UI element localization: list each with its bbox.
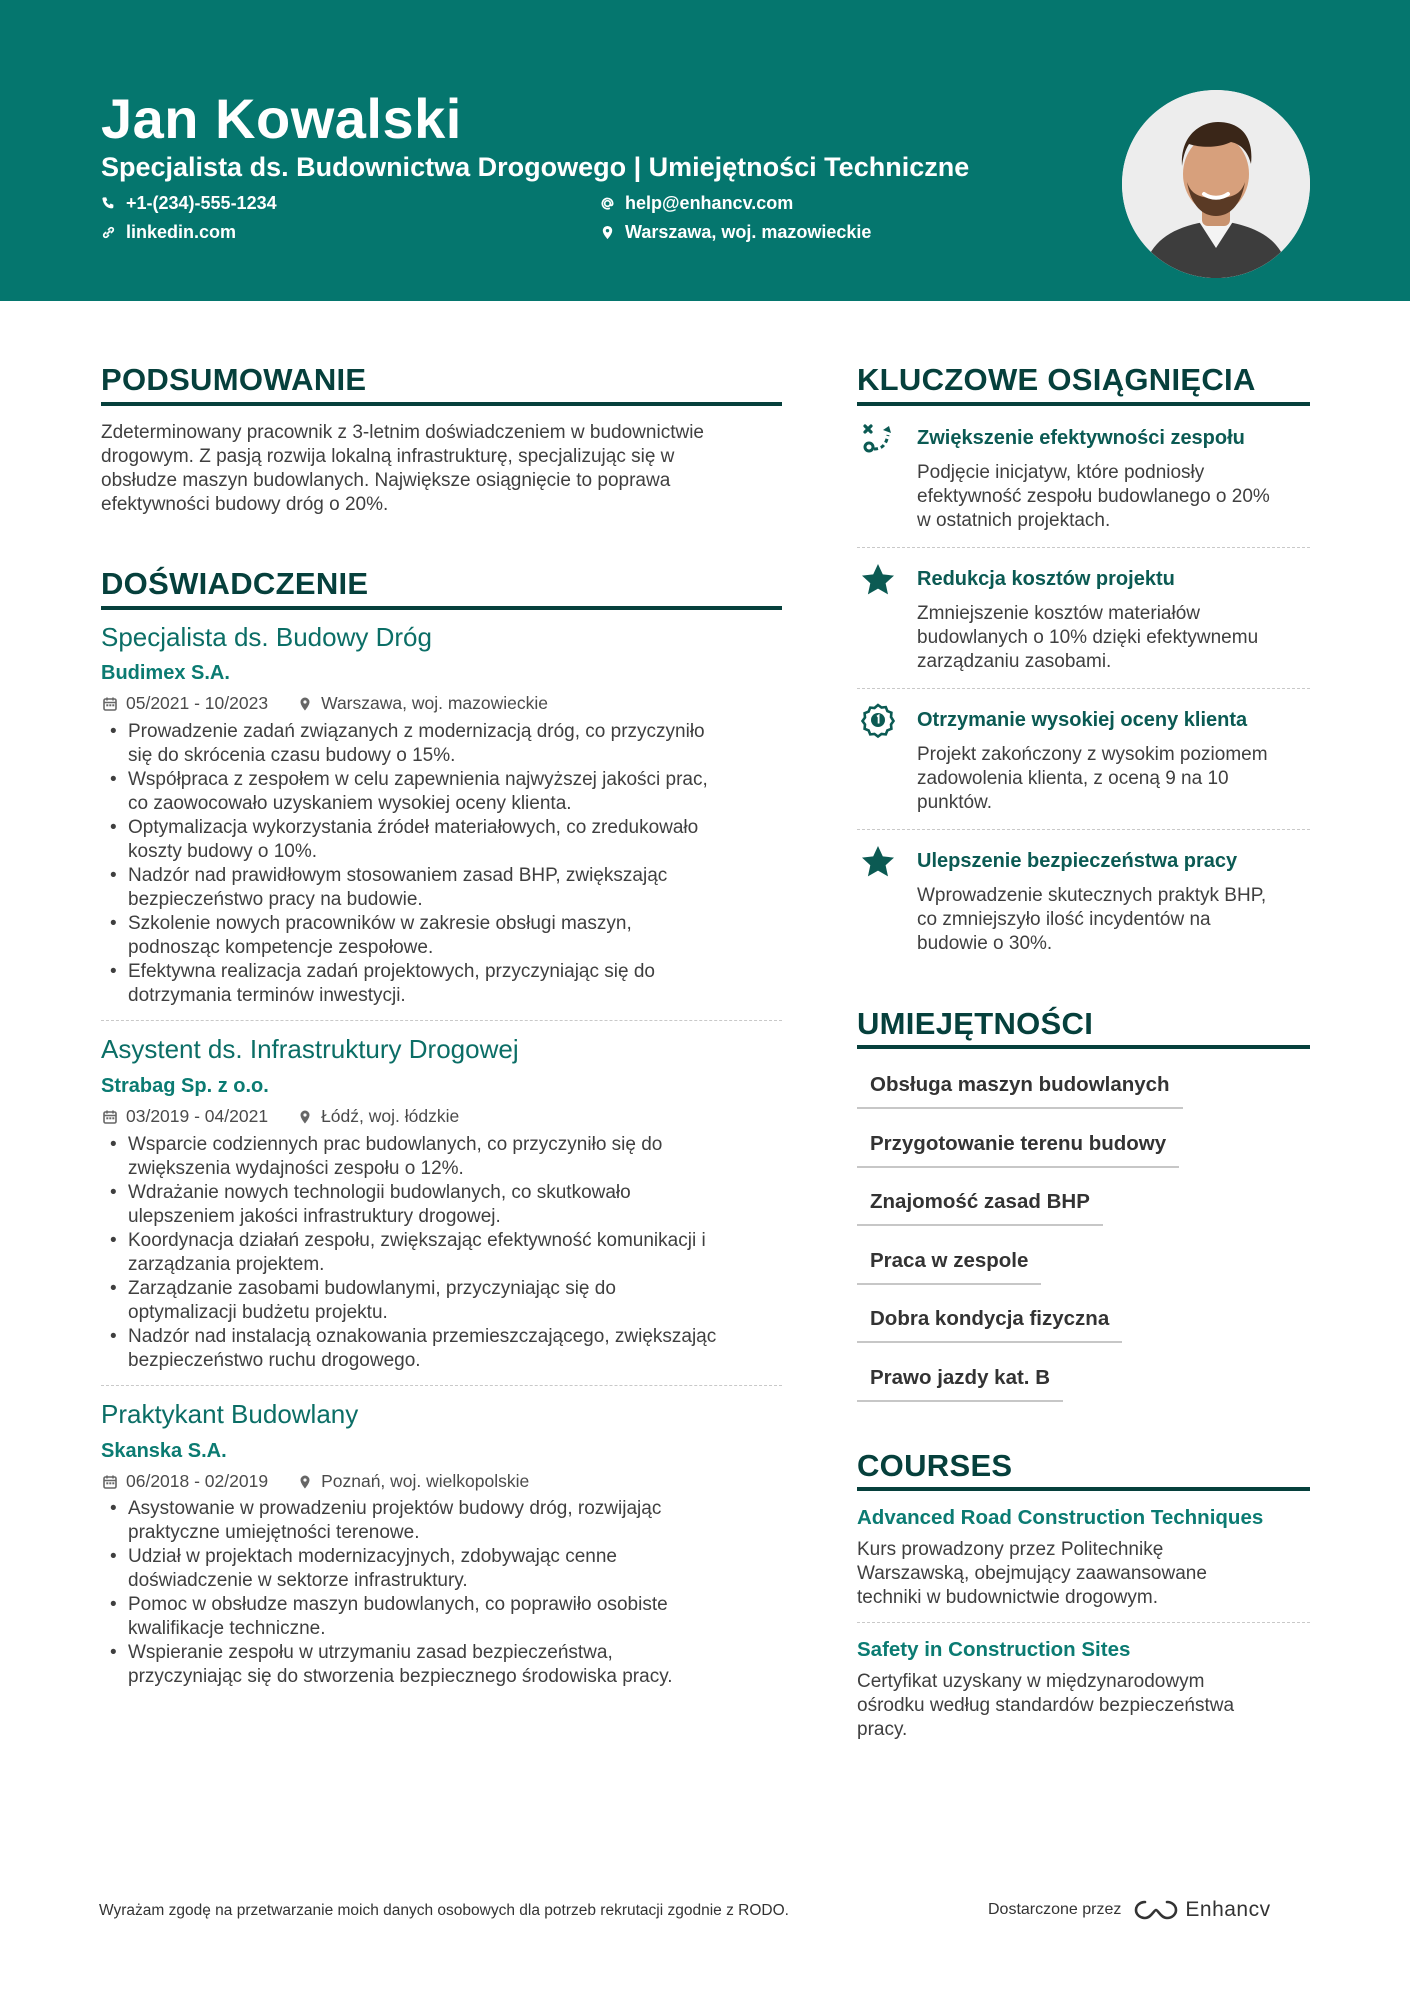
enhancv-logo xyxy=(1133,1898,1270,1922)
list-item: • Współpraca z zespołem w celu zapewnienia najwyższej jakości prac, co zaowocowało uzyskaniem wysokiej oceny klienta. xyxy=(101,768,791,816)
summary-line: Zdeterminowany pracownik z 3-letnim doświadczeniem w budownictwie xyxy=(101,422,704,443)
job-title: Specjalista ds. Budowy Dróg xyxy=(101,622,432,652)
strategy-icon xyxy=(860,421,896,457)
job-bullets xyxy=(101,1133,801,1373)
course-description: Certyfikat uzyskany w międzynarodowym ośrodku według standardów bezpieczeństwa pracy. xyxy=(857,1671,1235,1740)
achievements-heading: KLUCZOWE OSIĄGNIĘCIA xyxy=(857,362,1256,397)
gdpr-consent: Wyrażam zgodę na przetwarzanie moich danych osobowych dla potrzeb rekrutacji zgodnie z RODO. xyxy=(99,1902,789,1919)
experience-heading: DOŚWIADCZENIE xyxy=(101,566,369,601)
course-separator xyxy=(857,1622,1310,1623)
summary-text xyxy=(101,421,791,517)
email-text: help@enhancv.com xyxy=(625,193,794,213)
company-name: Skanska S.A. xyxy=(101,1440,227,1462)
location-pin-icon xyxy=(600,225,615,240)
list-item: • Efektywna realizacja zadań projektowych, przyczyniając się do dotrzymania terminów inwestycji. xyxy=(101,960,791,1008)
summary-line: efektywności budowy dróg o 20%. xyxy=(101,494,389,515)
job-meta xyxy=(103,693,548,714)
email-contact[interactable] xyxy=(600,193,793,214)
powered-by[interactable] xyxy=(988,1898,1271,1922)
summary-line: obsłudze maszyn budowlanych. Największe osiągnięcie to poprawa xyxy=(101,470,671,491)
star-icon xyxy=(860,562,896,598)
list-item: • Wsparcie codziennych prac budowlanych, co przyczyniło się do zwiększenia wydajności zespołu o 12%. xyxy=(101,1133,801,1181)
achievements-divider xyxy=(857,402,1310,406)
course-title: Safety in Construction Sites xyxy=(857,1638,1131,1661)
job-bullets xyxy=(101,720,791,1008)
location-contact xyxy=(600,222,871,243)
resume-header xyxy=(0,0,1410,301)
achievement-description: Projekt zakończony z wysokim poziomem zadowolenia klienta, z oceną 9 na 10 punktów. xyxy=(917,744,1268,813)
calendar-icon xyxy=(103,697,117,711)
achievement-separator xyxy=(857,547,1310,548)
list-item: • Nadzór nad instalacją oznakowania przemieszczającego, zwiększając bezpieczeństwo ruchu drogowego. xyxy=(101,1325,801,1373)
profile-photo xyxy=(1122,90,1310,278)
skill-tag: Dobra kondycja fizyczna xyxy=(857,1307,1122,1343)
at-icon xyxy=(600,196,615,211)
skill-tag: Obsługa maszyn budowlanych xyxy=(857,1073,1183,1109)
job-separator xyxy=(101,1385,782,1386)
skill-tag: Praca w zespole xyxy=(857,1249,1041,1285)
brand-name: Enhancv xyxy=(1185,1898,1271,1921)
experience-divider xyxy=(101,606,782,610)
job-title: Praktykant Budowlany xyxy=(101,1399,359,1429)
job-meta xyxy=(103,1471,529,1492)
achievement-description: Podjęcie inicjatyw, które podniosły efektywność zespołu budowlanego o 20% w ostatnich projektach. xyxy=(917,462,1270,531)
linkedin-contact[interactable] xyxy=(101,222,236,243)
candidate-headline: Specjalista ds. Budownictwa Drogowego | Umiejętności Techniczne xyxy=(101,152,970,182)
job-bullets xyxy=(101,1497,801,1689)
achievement-separator xyxy=(857,688,1310,689)
list-item: • Szkolenie nowych pracowników w zakresie obsługi maszyn, podnosząc kompetencje zespołowe. xyxy=(101,912,791,960)
summary-heading: PODSUMOWANIE xyxy=(101,362,367,397)
list-item: • Wspieranie zespołu w utrzymaniu zasad bezpieczeństwa, przyczyniając się do stworzenia bezpiecznego środowiska pracy. xyxy=(101,1641,801,1689)
location-pin-icon xyxy=(298,1110,312,1124)
skill-tag: Przygotowanie terenu budowy xyxy=(857,1132,1179,1168)
infinity-logo-icon xyxy=(1133,1898,1179,1922)
location-text: Warszawa, woj. mazowieckie xyxy=(625,222,872,242)
summary-line: drogowym. Z pasją rozwija lokalną infrastrukturę, specjalizując się w xyxy=(101,446,675,467)
job-title: Asystent ds. Infrastruktury Drogowej xyxy=(101,1034,519,1064)
achievement-title: Redukcja kosztów projektu xyxy=(917,568,1175,590)
achievement-title: Zwiększenie efektywności zespołu xyxy=(917,427,1245,449)
calendar-icon xyxy=(103,1475,117,1489)
candidate-name: Jan Kowalski xyxy=(101,87,462,150)
job-separator xyxy=(101,1020,782,1021)
course-title: Advanced Road Construction Techniques xyxy=(857,1506,1264,1529)
achievement-title: Otrzymanie wysokiej oceny klienta xyxy=(917,709,1248,731)
list-item: • Wdrażanie nowych technologii budowlanych, co skutkowało ulepszeniem jakości infrastruktury drogowej. xyxy=(101,1181,801,1229)
location-pin-icon xyxy=(298,1475,312,1489)
skill-tag: Prawo jazdy kat. B xyxy=(857,1366,1063,1402)
list-item: • Udział w projektach modernizacyjnych, zdobywając cenne doświadczenie w sektorze infrastruktury. xyxy=(101,1545,801,1593)
medal-icon xyxy=(860,703,896,739)
list-item: • Asystowanie w prowadzeniu projektów budowy dróg, rozwijając praktyczne umiejętności terenowe. xyxy=(101,1497,801,1545)
link-icon xyxy=(101,225,116,240)
phone-contact[interactable] xyxy=(101,193,277,214)
phone-text: +1-(234)-555-1234 xyxy=(126,193,277,213)
list-item: • Optymalizacja wykorzystania źródeł materiałowych, co zredukowało koszty budowy o 10%. xyxy=(101,816,791,864)
job-meta xyxy=(103,1106,459,1127)
skill-tag: Znajomość zasad BHP xyxy=(857,1190,1103,1226)
phone-icon xyxy=(101,196,116,211)
courses-divider xyxy=(857,1487,1310,1491)
achievement-description: Wprowadzenie skutecznych praktyk BHP, co zmniejszyło ilość incydentów na budowie o 30%. xyxy=(917,885,1267,954)
summary-divider xyxy=(101,402,782,406)
list-item: • Nadzór nad prawidłowym stosowaniem zasad BHP, zwiększając bezpieczeństwo pracy na budowie. xyxy=(101,864,791,912)
list-item: • Pomoc w obsłudze maszyn budowlanych, co poprawiło osobiste kwalifikacje techniczne. xyxy=(101,1593,801,1641)
list-item: • Zarządzanie zasobami budowlanymi, przyczyniając się do optymalizacji budżetu projektu. xyxy=(101,1277,801,1325)
job-dates: 03/2019 - 04/2021 xyxy=(126,1106,269,1126)
job-location: Poznań, woj. wielkopolskie xyxy=(321,1471,530,1491)
location-pin-icon xyxy=(298,697,312,711)
achievement-description: Zmniejszenie kosztów materiałów budowlanych o 10% dzięki efektywnemu zarządzaniu zasobami. xyxy=(917,603,1259,672)
linkedin-text: linkedin.com xyxy=(126,222,237,242)
job-location: Warszawa, woj. mazowieckie xyxy=(321,693,548,713)
avatar xyxy=(1122,90,1310,278)
skills-heading: UMIEJĘTNOŚCI xyxy=(857,1006,1094,1041)
company-name: Budimex S.A. xyxy=(101,662,230,684)
powered-by-label: Dostarczone przez xyxy=(988,1901,1122,1918)
course-description: Kurs prowadzony przez Politechnikę Warszawską, obejmujący zaawansowane techniki w budownictwie drogowym. xyxy=(857,1539,1207,1608)
job-dates: 06/2018 - 02/2019 xyxy=(126,1471,269,1491)
skills-divider xyxy=(857,1045,1310,1049)
courses-heading: COURSES xyxy=(857,1448,1013,1483)
star-icon xyxy=(860,844,896,880)
list-item: • Prowadzenie zadań związanych z modernizacją dróg, co przyczyniło się do skrócenia czasu budowy o 15%. xyxy=(101,720,791,768)
achievement-separator xyxy=(857,829,1310,830)
job-dates: 05/2021 - 10/2023 xyxy=(126,693,269,713)
calendar-icon xyxy=(103,1110,117,1124)
job-location: Łódź, woj. łódzkie xyxy=(321,1106,460,1126)
achievement-title: Ulepszenie bezpieczeństwa pracy xyxy=(917,850,1238,872)
company-name: Strabag Sp. z o.o. xyxy=(101,1075,269,1097)
list-item: • Koordynacja działań zespołu, zwiększając efektywność komunikacji i zarządzania projektem. xyxy=(101,1229,801,1277)
